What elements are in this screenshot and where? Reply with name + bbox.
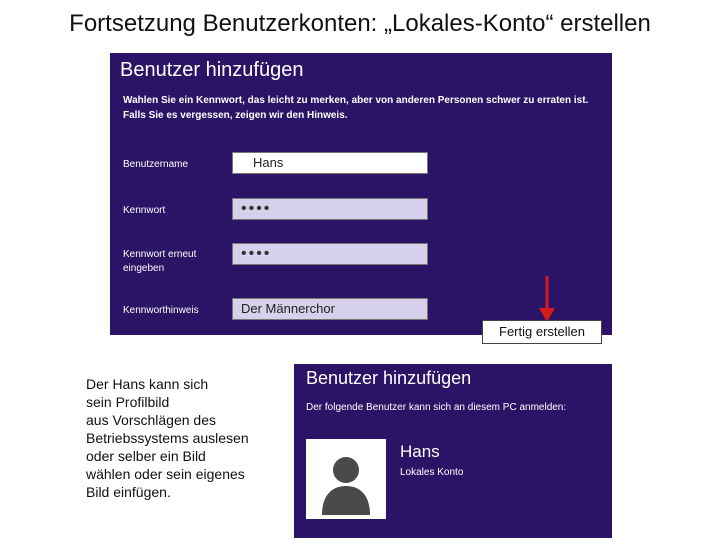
add-user-dialog bbox=[110, 53, 612, 335]
password-repeat-input[interactable]: •••• bbox=[232, 243, 428, 265]
username-label: Benutzername bbox=[123, 159, 189, 170]
username-input[interactable]: Hans bbox=[232, 152, 428, 174]
intro-line-2: Falls Sie es vergessen, zeigen wir den Hinweis. bbox=[123, 110, 348, 121]
user-avatar-icon bbox=[306, 439, 386, 519]
slide-title: Fortsetzung Benutzerkonten: „Lokales-Konto“ erstellen bbox=[69, 10, 651, 37]
password-label: Kennwort bbox=[123, 205, 166, 216]
confirm-dialog-title: Benutzer hinzufügen bbox=[306, 368, 472, 388]
account-type: Lokales Konto bbox=[400, 467, 464, 478]
password-repeat-label: Kennwort erneut eingeben bbox=[123, 249, 197, 274]
password-hint-input[interactable]: Der Männerchor bbox=[232, 298, 428, 320]
password-hint-label: Kennworthinweis bbox=[123, 305, 199, 316]
dialog-intro bbox=[123, 93, 608, 123]
intro-line-1: Wahlen Sie ein Kennwort, das leicht zu merken, aber von anderen Personen schwer zu erraten ist. bbox=[123, 95, 589, 106]
user-name: Hans bbox=[400, 442, 440, 461]
password-input[interactable]: •••• bbox=[232, 198, 428, 220]
finish-button[interactable]: Fertig erstellen bbox=[482, 320, 602, 344]
confirm-dialog-intro: Der folgende Benutzer kann sich an diesem PC anmelden: bbox=[306, 402, 567, 413]
confirm-user-dialog bbox=[294, 364, 612, 538]
caption-text: Der Hans kann sich sein Profilbild aus Vorschlägen des Betriebssystems auslesen oder selber ein Bild wählen oder sein eigenes Bild einfügen. bbox=[86, 376, 249, 500]
arrow-down-icon bbox=[538, 276, 556, 322]
dialog-title: Benutzer hinzufügen bbox=[120, 59, 304, 81]
avatar[interactable] bbox=[306, 439, 386, 519]
